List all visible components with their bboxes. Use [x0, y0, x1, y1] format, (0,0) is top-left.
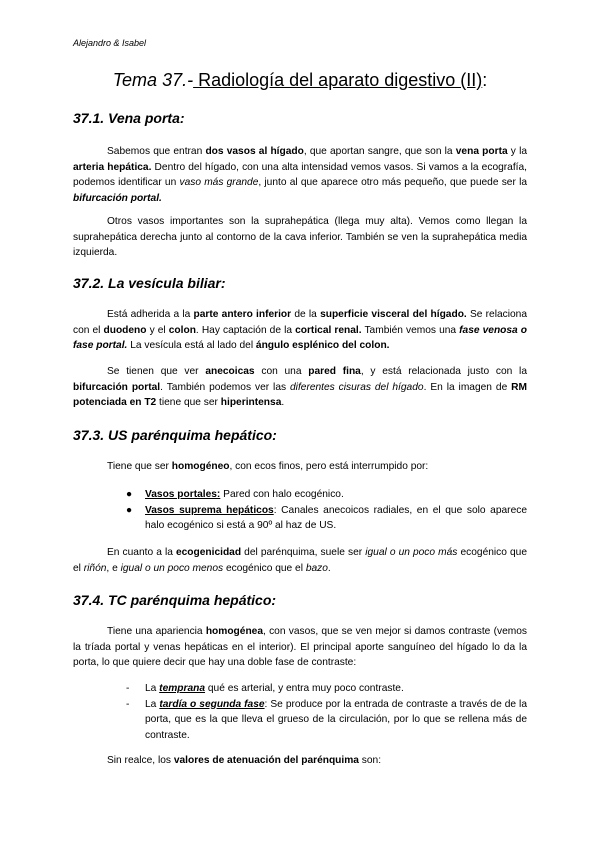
paragraph-us-intro: Tiene que ser homogéneo, con ecos finos, pero está interrumpido por:	[107, 461, 429, 472]
title-number: Tema 37.-	[112, 70, 194, 90]
title-text: Radiología del aparato digestivo (II)	[193, 70, 483, 90]
dash-marker: -	[126, 698, 130, 710]
document-title	[0, 70, 600, 91]
us-list	[126, 487, 527, 534]
title-colon: :	[482, 70, 488, 90]
dash-marker: -	[126, 683, 130, 694]
section-heading-37-1: 37.1. Vena porta:	[73, 110, 185, 126]
list-item: ● Vasos portales: Pared con halo ecogénico.	[145, 487, 527, 503]
paragraph-ecogenicidad: En cuanto a la ecogenicidad del parénquima, suele ser igual o un poco más ecogénico que el riñón, e igual o un poco menos ecogénico que el bazo.	[73, 547, 528, 574]
paragraph-tc-intro: Tiene una apariencia homogénea, con vasos, que se ven mejor si damos contraste (vemos la tríada portal y venas hepáticas en el interior). El principal aporte sanguíneo del hígado lo da la porta, lo que quiere decir que hay una doble fase de contraste:	[73, 626, 527, 669]
list-item: - La temprana qué es arterial, y entra muy poco contraste.	[145, 681, 527, 697]
section-heading-37-4: 37.4. TC parénquima hepático:	[73, 592, 277, 608]
paragraph-vesicula-1: Está adherida a la parte antero inferior de la superficie visceral del hígado. Se relaciona con el duodeno y el colon. Hay captación de la cortical renal. También vemos una fase venosa o fase portal. La vesícula está al lado del ángulo esplénico del colon.	[73, 309, 528, 352]
bullet-icon: ●	[126, 504, 133, 516]
header-author: Alejandro & Isabel	[73, 38, 147, 48]
paragraph-vena-porta-2: Otros vasos importantes son la suprahepática (llega muy alta). Vemos como llegan la suprahepática derecha junto al contorno de la cava inferior. También se ven la suprahepática media izquierda.	[73, 216, 527, 259]
bullet-icon: ●	[126, 489, 133, 500]
section-heading-37-3: 37.3. US parénquima hepático:	[73, 427, 277, 443]
section-heading-37-2: 37.2. La vesícula biliar:	[73, 275, 226, 291]
tc-list	[126, 681, 527, 743]
paragraph-vena-porta-1: Sabemos que entran dos vasos al hígado, que aportan sangre, que son la vena porta y la arteria hepática. Dentro del hígado, con una alta intensidad vemos vasos. Si vamos a la ecografía, podemos identificar un vaso más grande, junto al que aparece otro más pequeño, que puede ser la bifurcación portal.	[73, 146, 528, 204]
list-item: ● Vasos suprema hepáticos: Canales anecoicos radiales, en el que solo aparece halo ecogénico si está a 90º al haz de US.	[126, 504, 527, 532]
list-item: - La tardía o segunda fase: Se produce por la entrada de contraste a través de de la porta, que es la que lleva el grueso de la circulación, por lo que se rellena más de contraste.	[126, 698, 527, 741]
paragraph-atenuacion: Sin realce, los valores de atenuación del parénquima son:	[107, 755, 382, 766]
paragraph-vesicula-2: Se tienen que ver anecoicas con una pared fina, y está relacionada justo con la bifurcación portal. También podemos ver las diferentes cisuras del hígado. En la imagen de RM potenciada en T2 tiene que ser hiperintensa.	[73, 366, 527, 409]
